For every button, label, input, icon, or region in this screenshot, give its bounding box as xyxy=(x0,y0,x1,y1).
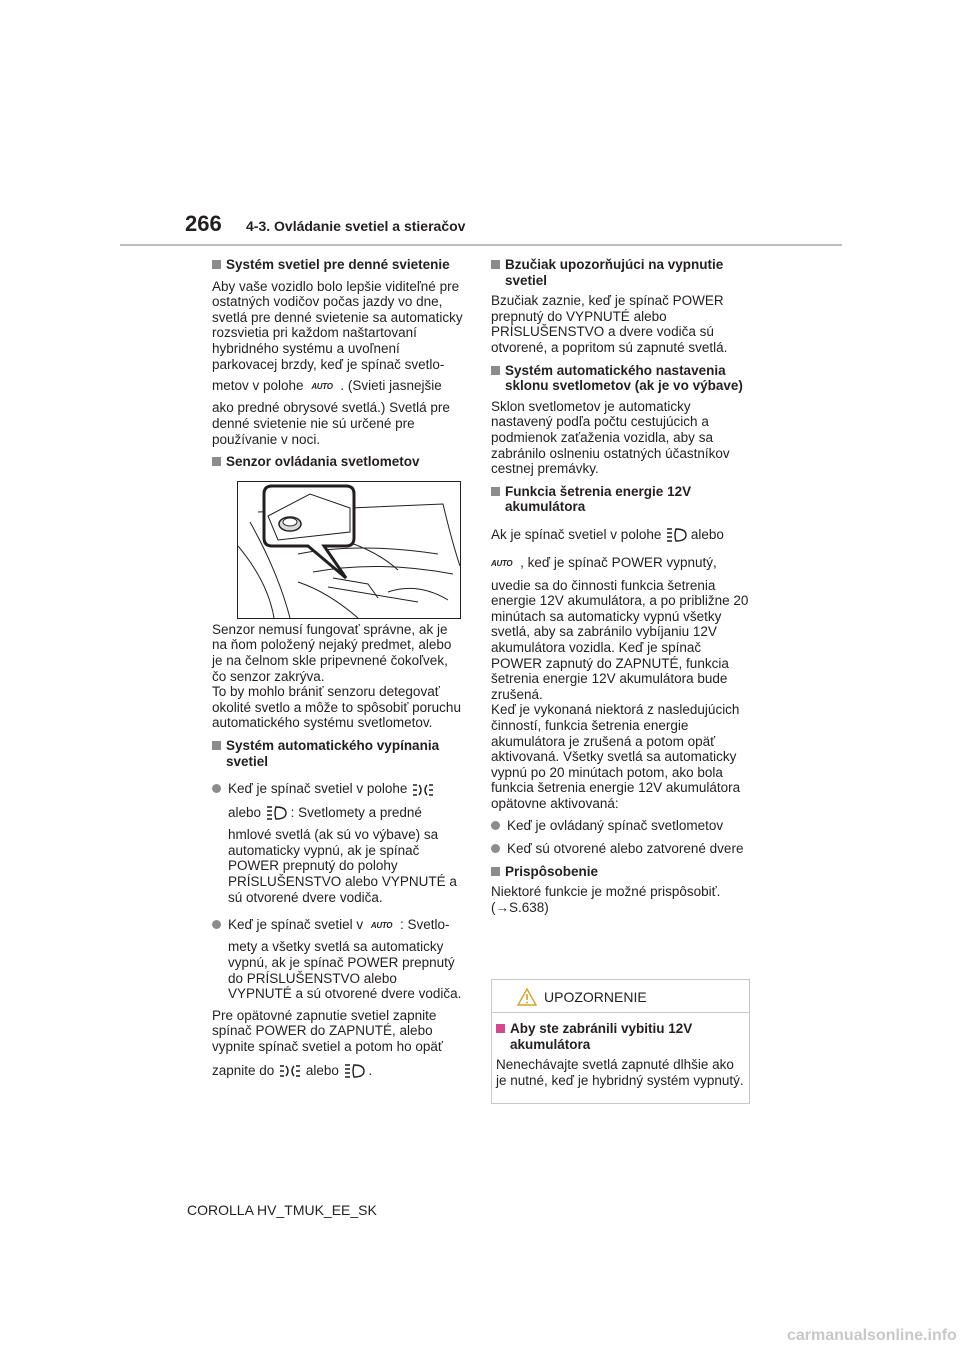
saver-text-a: Ak je spínač svetiel v polohe xyxy=(491,526,662,542)
warning-heading: Aby ste zabránili vybitiu 12V akumulátora xyxy=(496,1021,745,1052)
sensor-figure xyxy=(237,481,461,619)
buzzer-heading: Bzučiak upozorňujúci na vypnutie svetiel xyxy=(491,257,753,288)
drl-text-b: . (Svieti jasnejšie xyxy=(340,378,442,394)
auto-icon: AUTO xyxy=(370,920,393,930)
right-column xyxy=(491,257,753,915)
saver-bullet-2: Keď sú otvorené alebo zatvorené dvere xyxy=(491,841,753,857)
buzzer-text: Bzučiak zaznie, keď je spínač POWER prepnutý do VYPNUTÉ alebo PRÍSLUŠENSTVO a dvere vodiča sú otvorené, a popritom sú zapnuté svetlá. xyxy=(491,293,728,355)
drl-heading: Systém svetiel pre denné svietenie xyxy=(212,257,464,273)
sensor-text-2: To by mohlo brániť senzoru detegovať okolité svetlo a môže to spôsobiť poruchu automatického systému svetlometov. xyxy=(212,684,461,731)
tail-light-icon xyxy=(278,1064,302,1078)
headlight-icon xyxy=(665,527,687,543)
footer-model: COROLLA HV_TMUK_EE_SK xyxy=(187,1202,377,1218)
saver-text-2: Keď je vykonaná niektorá z nasledujúcich činností, funkcia šetrenia energie akumulátora je zrušená a potom opäť aktivovaná. Všetky svetlá sa automaticky vypnú po 20 minútach potom, ako bola funkcia šetrenia energie 12V akumulátora opätovne aktivovaná: xyxy=(491,702,741,811)
warning-triangle-icon xyxy=(517,988,537,1006)
windshield-illustration xyxy=(238,482,460,618)
custom-ref: (→S.638) xyxy=(491,899,549,915)
sensor-heading: Senzor ovládania svetlometov xyxy=(212,454,464,470)
b1-text-b: alebo xyxy=(228,804,262,820)
drl-text-a: metov v polohe xyxy=(212,378,304,394)
saver-heading: Funkcia šetrenia energie 12V akumulátora xyxy=(491,484,753,515)
saver-bullet-1: Keď je ovládaný spínač svetlometov xyxy=(491,818,753,834)
auto-off-heading: Systém automatického vypínania svetiel xyxy=(212,738,464,769)
drl-text: Aby vaše vozidlo bolo lepšie viditeľné pre ostatných vodičov počas jazdy vo dne, svetlá pre denné svietenie sa automaticky rozsvietia pri každom naštartovaní hybridného systému a uvoľnení parkovacej brzdy, keď je spínač svetlo- xyxy=(212,278,463,372)
headlight-icon xyxy=(265,805,287,821)
re-text-b: alebo xyxy=(305,1062,339,1078)
saver-text: uvedie sa do činnosti funkcia šetrenia energie 12V akumulátora, a po približne 20 minútach sa automaticky vypnú všetky svetlá, aby sa zabránilo vybíjaniu 12V akumulátora vozidla. Keď je spínač POWER zapnutý do ZAPNUTÉ, funkcia šetrenia energie 12V akumulátora bude zrušená. xyxy=(491,577,749,702)
re-text-c: . xyxy=(368,1062,373,1078)
saver-text-b: alebo xyxy=(690,526,724,542)
sensor-text: Senzor nemusí fungovať správne, ak je na ňom položený nejaký predmet, alebo je na čelnom skle pripevnené čokoľvek, čo senzor zakrýva. xyxy=(212,621,452,684)
warning-title: UPOZORNENIE xyxy=(544,989,647,1005)
drl-text-2: ako predné obrysové svetlá.) Svetlá pre denné svietenie nie sú určené pre používanie v noci. xyxy=(212,400,450,447)
b1-text-a: Keď je spínač svetiel v polohe xyxy=(228,781,408,797)
re-text-a: zapnite do xyxy=(212,1062,275,1078)
level-heading: Systém automatického nastavenia sklonu svetlometov (ak je vo výbave) xyxy=(491,363,753,394)
b1-text-c: : Svetlomety a predné xyxy=(290,804,422,820)
headlight-icon xyxy=(343,1063,365,1079)
re-text: Pre opätovné zapnutie svetiel zapnite spínač POWER do ZAPNUTÉ, alebo vypnite spínač svetiel a potom ho opäť xyxy=(212,1007,443,1054)
left-column xyxy=(212,257,464,1079)
b1-text-d: hmlové svetlá (ak sú vo výbave) sa automaticky vypnú, ak je spínač POWER prepnutý do polohy PRÍSLUŠENSTVO alebo VYPNUTÉ a sú otvorené dvere vodiča. xyxy=(228,827,457,905)
header-rule xyxy=(120,244,842,246)
watermark: carmanualsonline.info xyxy=(787,1327,957,1344)
auto-icon: AUTO xyxy=(491,558,513,568)
level-text: Sklon svetlometov je automaticky nastavený podľa počtu cestujúcich a podmienok zaťaženia vozidla, aby sa zabránilo oslneniu ostatných účastníkov cestnej premávky. xyxy=(491,398,730,477)
tail-light-icon xyxy=(411,783,435,797)
section-title: 4-3. Ovládanie svetiel a stieračov xyxy=(246,218,466,234)
b2-text-a: Keď je spínač svetiel v xyxy=(228,917,364,933)
custom-heading: Prispôsobenie xyxy=(491,864,753,880)
warning-text: Nenechávajte svetlá zapnuté dlhšie ako je nutné, keď je hybridný systém vypnutý. xyxy=(496,1057,744,1088)
b2-text-b: : Svetlo- xyxy=(399,917,450,933)
warning-body xyxy=(496,1021,745,1088)
warning-box xyxy=(491,979,750,1104)
saver-text-c: , keď je spínač POWER vypnutý, xyxy=(520,555,717,571)
warning-header xyxy=(492,980,749,1013)
page-number: 266 xyxy=(185,211,222,236)
b2-text-c: mety a všetky svetlá sa automaticky vypnú, ak je spínač POWER prepnutý do PRÍSLUŠENSTVO alebo VYPNUTÉ a sú otvorené dvere vodiča. xyxy=(228,939,462,1002)
custom-text: Niektoré funkcie je možné prispôsobiť. xyxy=(491,884,721,900)
auto-icon: AUTO xyxy=(311,381,333,391)
